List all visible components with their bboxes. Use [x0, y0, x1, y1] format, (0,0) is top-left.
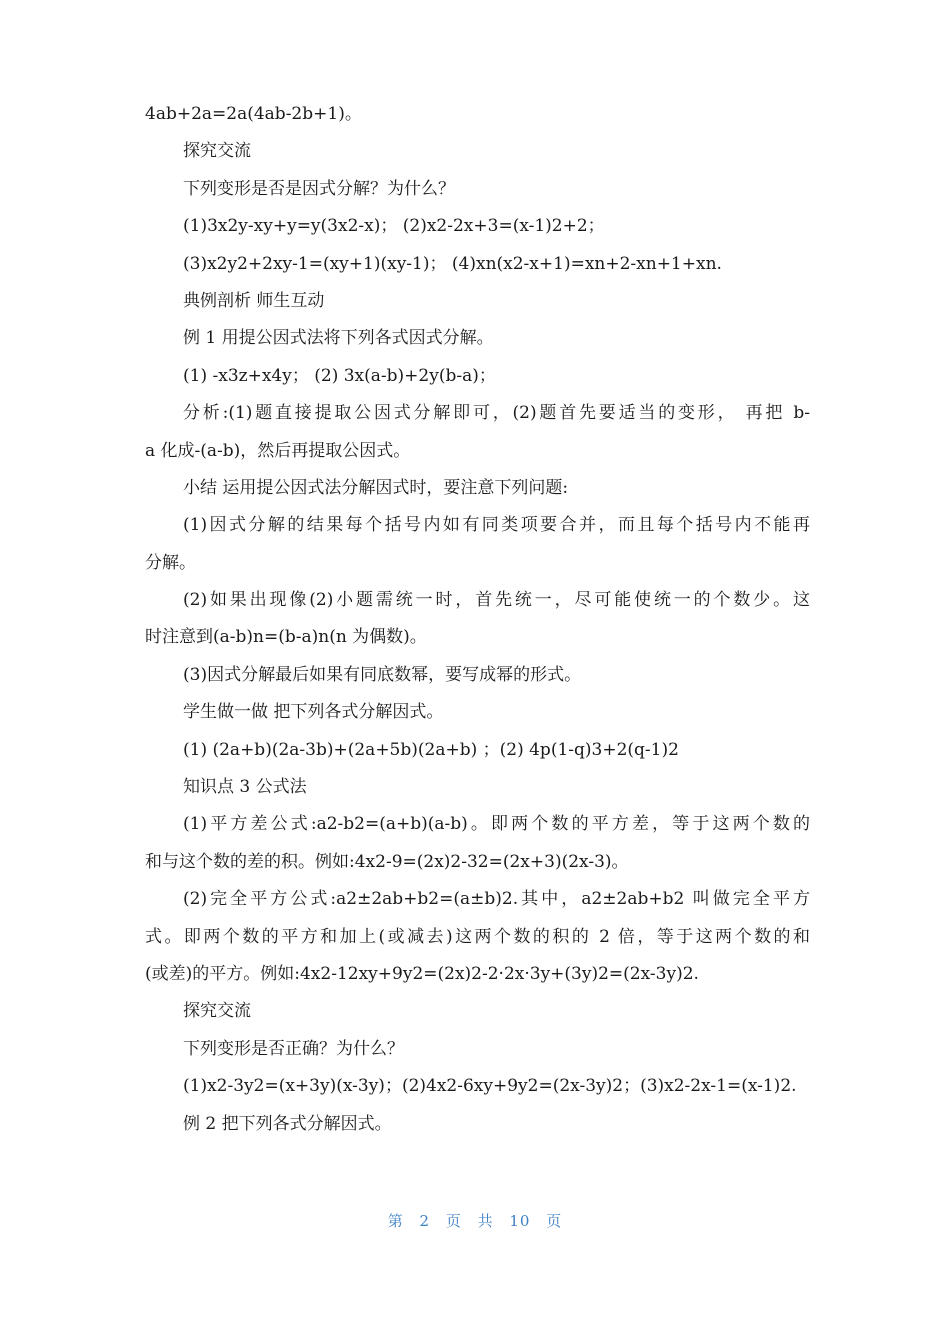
text-line: 下列变形是否正确？为什么？ [183, 1038, 404, 1059]
text-line: (3)因式分解最后如果有同底数幂，要写成幂的形式。 [183, 664, 582, 685]
text-line: 学生做一做 把下列各式分解因式。 [183, 702, 444, 723]
text-line: (2)如果出现像(2)小题需统一时，首先统一，尽可能使统一的个数少。这 [183, 590, 810, 611]
text-line: 探究交流 [183, 141, 251, 162]
text-line: (1)因式分解的结果每个括号内如有同类项要合并，而且每个括号内不能再 [183, 515, 810, 536]
text-line: a 化成-(a-b)，然后再提取公因式。 [145, 440, 411, 461]
text-line: 典例剖析 师生互动 [183, 290, 325, 311]
text-line: (1)3x2y-xy+y=y(3x2-x)； (2)x2-2x+3=(x-1)2+2； [183, 216, 605, 237]
text-line: 例 1 用提公因式法将下列各式因式分解。 [183, 328, 494, 349]
text-line: 和与这个数的差的积。例如:4x2-9=(2x)2-32=(2x+3)(2x-3)。 [145, 851, 629, 872]
text-line: 知识点 3 公式法 [183, 777, 307, 798]
document-body [145, 96, 810, 1143]
text-line: (1)x2-3y2=(x+3y)(x-3y)；(2)4x2-6xy+9y2=(2x-3y)2；(3)x2-2x-1=(x-1)2. [183, 1076, 797, 1097]
text-line: 时注意到(a-b)n=(b-a)n(n 为偶数)。 [145, 627, 427, 648]
text-line: (3)x2y2+2xy-1=(xy+1)(xy-1)； (4)xn(x2-x+1)=xn+2-xn+1+xn. [183, 253, 722, 274]
text-line: 式。即两个数的平方和加上(或减去)这两个数的积的 2 倍，等于这两个数的和 [145, 926, 810, 947]
text-line: 分析:(1)题直接提取公因式分解即可，(2)题首先要适当的变形， 再把 b- [183, 403, 810, 424]
text-line: (2)完全平方公式:a2±2ab+b2=(a±b)2.其中，a2±2ab+b2 叫做完全平方 [183, 889, 810, 910]
text-line: 探究交流 [183, 1001, 251, 1022]
text-line: 例 2 把下列各式分解因式。 [183, 1113, 392, 1134]
text-line: 下列变形是否是因式分解？为什么？ [183, 178, 455, 199]
text-line: (或差)的平方。例如:4x2-12xy+9y2=(2x)2-2·2x·3y+(3y)2=(2x-3y)2. [145, 963, 699, 984]
text-line: (1) (2a+b)(2a-3b)+(2a+5b)(2a+b) ；(2) 4p(1-q)3+2(q-1)2 [183, 739, 679, 760]
page-footer: 第 2 页 共 10 页 [387, 1212, 563, 1230]
text-line: (1)平方差公式:a2-b2=(a+b)(a-b)。即两个数的平方差，等于这两个数的 [183, 814, 810, 835]
text-line: 分解。 [145, 552, 196, 573]
text-line: (1) -x3z+x4y； (2) 3x(a-b)+2y(b-a)； [183, 365, 496, 386]
text-line: 4ab+2a=2a(4ab-2b+1)。 [145, 104, 362, 124]
text-line: 小结 运用提公因式法分解因式时，要注意下列问题: [183, 477, 569, 498]
